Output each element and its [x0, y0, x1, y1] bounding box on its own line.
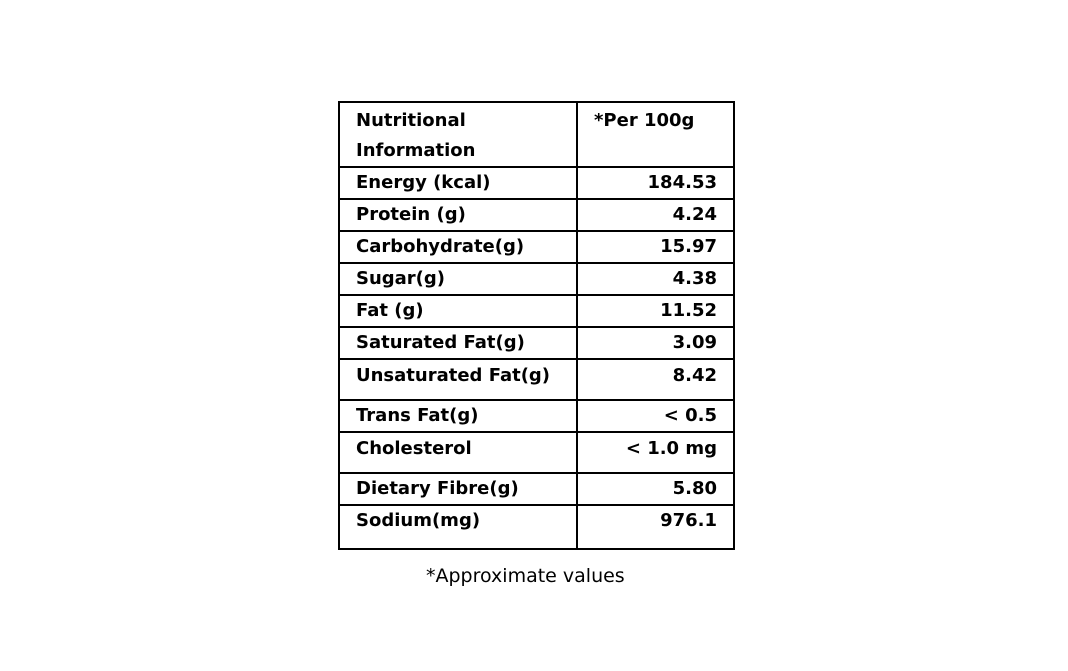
nutrient-name: Sugar(g)	[339, 263, 577, 295]
table-header-row	[339, 102, 734, 167]
nutrient-name: Cholesterol	[339, 432, 577, 473]
nutrient-name: Trans Fat(g)	[339, 400, 577, 432]
nutrient-name: Carbohydrate(g)	[339, 231, 577, 263]
nutrient-value: 3.09	[577, 327, 734, 359]
nutrient-name: Sodium(mg)	[339, 505, 577, 549]
table-row	[339, 473, 734, 505]
nutrient-value: 184.53	[577, 167, 734, 199]
nutrient-value: 976.1	[577, 505, 734, 549]
nutrition-table	[338, 101, 735, 550]
nutrient-name: Protein (g)	[339, 199, 577, 231]
header-nutrient-label: Nutritional Information	[339, 102, 577, 167]
header-amount-label: *Per 100g	[577, 102, 734, 167]
table-row	[339, 359, 734, 400]
table-row	[339, 432, 734, 473]
table-row	[339, 231, 734, 263]
table-row	[339, 167, 734, 199]
nutrient-value: 5.80	[577, 473, 734, 505]
nutrient-name: Saturated Fat(g)	[339, 327, 577, 359]
nutrient-name: Dietary Fibre(g)	[339, 473, 577, 505]
nutrient-value: 4.24	[577, 199, 734, 231]
nutrient-name: Unsaturated Fat(g)	[339, 359, 577, 400]
nutrient-value: 11.52	[577, 295, 734, 327]
table-row	[339, 505, 734, 549]
nutrient-name: Energy (kcal)	[339, 167, 577, 199]
nutrient-value: < 1.0 mg	[577, 432, 734, 473]
nutrient-value: 8.42	[577, 359, 734, 400]
nutrient-value: 4.38	[577, 263, 734, 295]
footnote: *Approximate values	[426, 565, 625, 587]
table-row	[339, 327, 734, 359]
nutrient-value: < 0.5	[577, 400, 734, 432]
table-row	[339, 263, 734, 295]
table-row	[339, 295, 734, 327]
nutrient-value: 15.97	[577, 231, 734, 263]
nutrient-name: Fat (g)	[339, 295, 577, 327]
table-row	[339, 199, 734, 231]
table-row	[339, 400, 734, 432]
